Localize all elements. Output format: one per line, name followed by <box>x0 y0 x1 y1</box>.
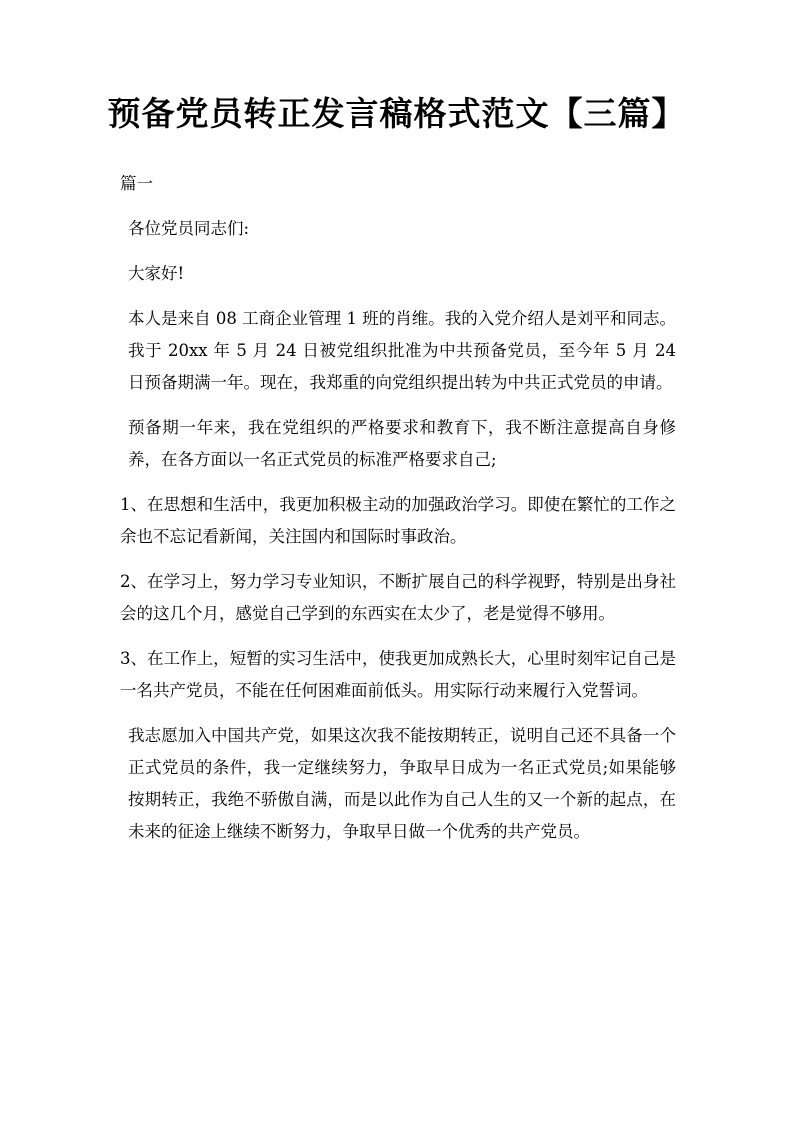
document-title: 预备党员转正发言稿格式范文【三篇】 <box>107 94 686 133</box>
paragraph-introduction: 本人是来自 08 工商企业管理 1 班的肖维。我的入党介绍人是刘平和同志。我于 20xx 年 5 月 24 日被党组织批准为中共预备党员，至今年 5 月 24 日预备期满一年。现在，我郑重的向党组织提出转为中共正式党员的申请。 <box>128 309 676 392</box>
paragraph-greeting: 大家好! <box>128 264 185 283</box>
paragraph-salutation: 各位党员同志们: <box>128 219 250 238</box>
paragraph-point-1: 1、在思想和生活中，我更加积极主动的加强政治学习。即使在繁忙的工作之余也不忘记看新闻，关注国内和国际时事政治。 <box>120 495 676 546</box>
section-heading: 篇一 <box>120 174 153 193</box>
paragraph-point-3: 3、在工作上，短暂的实习生活中，使我更加成熟长大，心里时刻牢记自己是一名共产党员，不能在任何困难面前低头。用实际行动来履行入党誓词。 <box>120 649 676 700</box>
paragraph-point-2: 2、在学习上，努力学习专业知识，不断扩展自己的科学视野，特别是出身社会的这几个月，感觉自己学到的东西实在太少了，老是觉得不够用。 <box>120 572 676 623</box>
paragraph-closing: 我志愿加入中国共产党，如果这次我不能按期转正，说明自己还不具备一个正式党员的条件，我一定继续努力，争取早日成为一名正式党员;如果能够按期转正，我绝不骄傲自满，而是以此作为自己人生的又一个新的起点，在未来的征途上继续不断努力，争取早日做一个优秀的共产党员。 <box>128 726 676 841</box>
paragraph-probation-summary: 预备期一年来，我在党组织的严格要求和教育下，我不断注意提高自身修养，在各方面以一名正式党员的标准严格要求自己; <box>128 418 676 469</box>
document-body <box>120 168 676 848</box>
